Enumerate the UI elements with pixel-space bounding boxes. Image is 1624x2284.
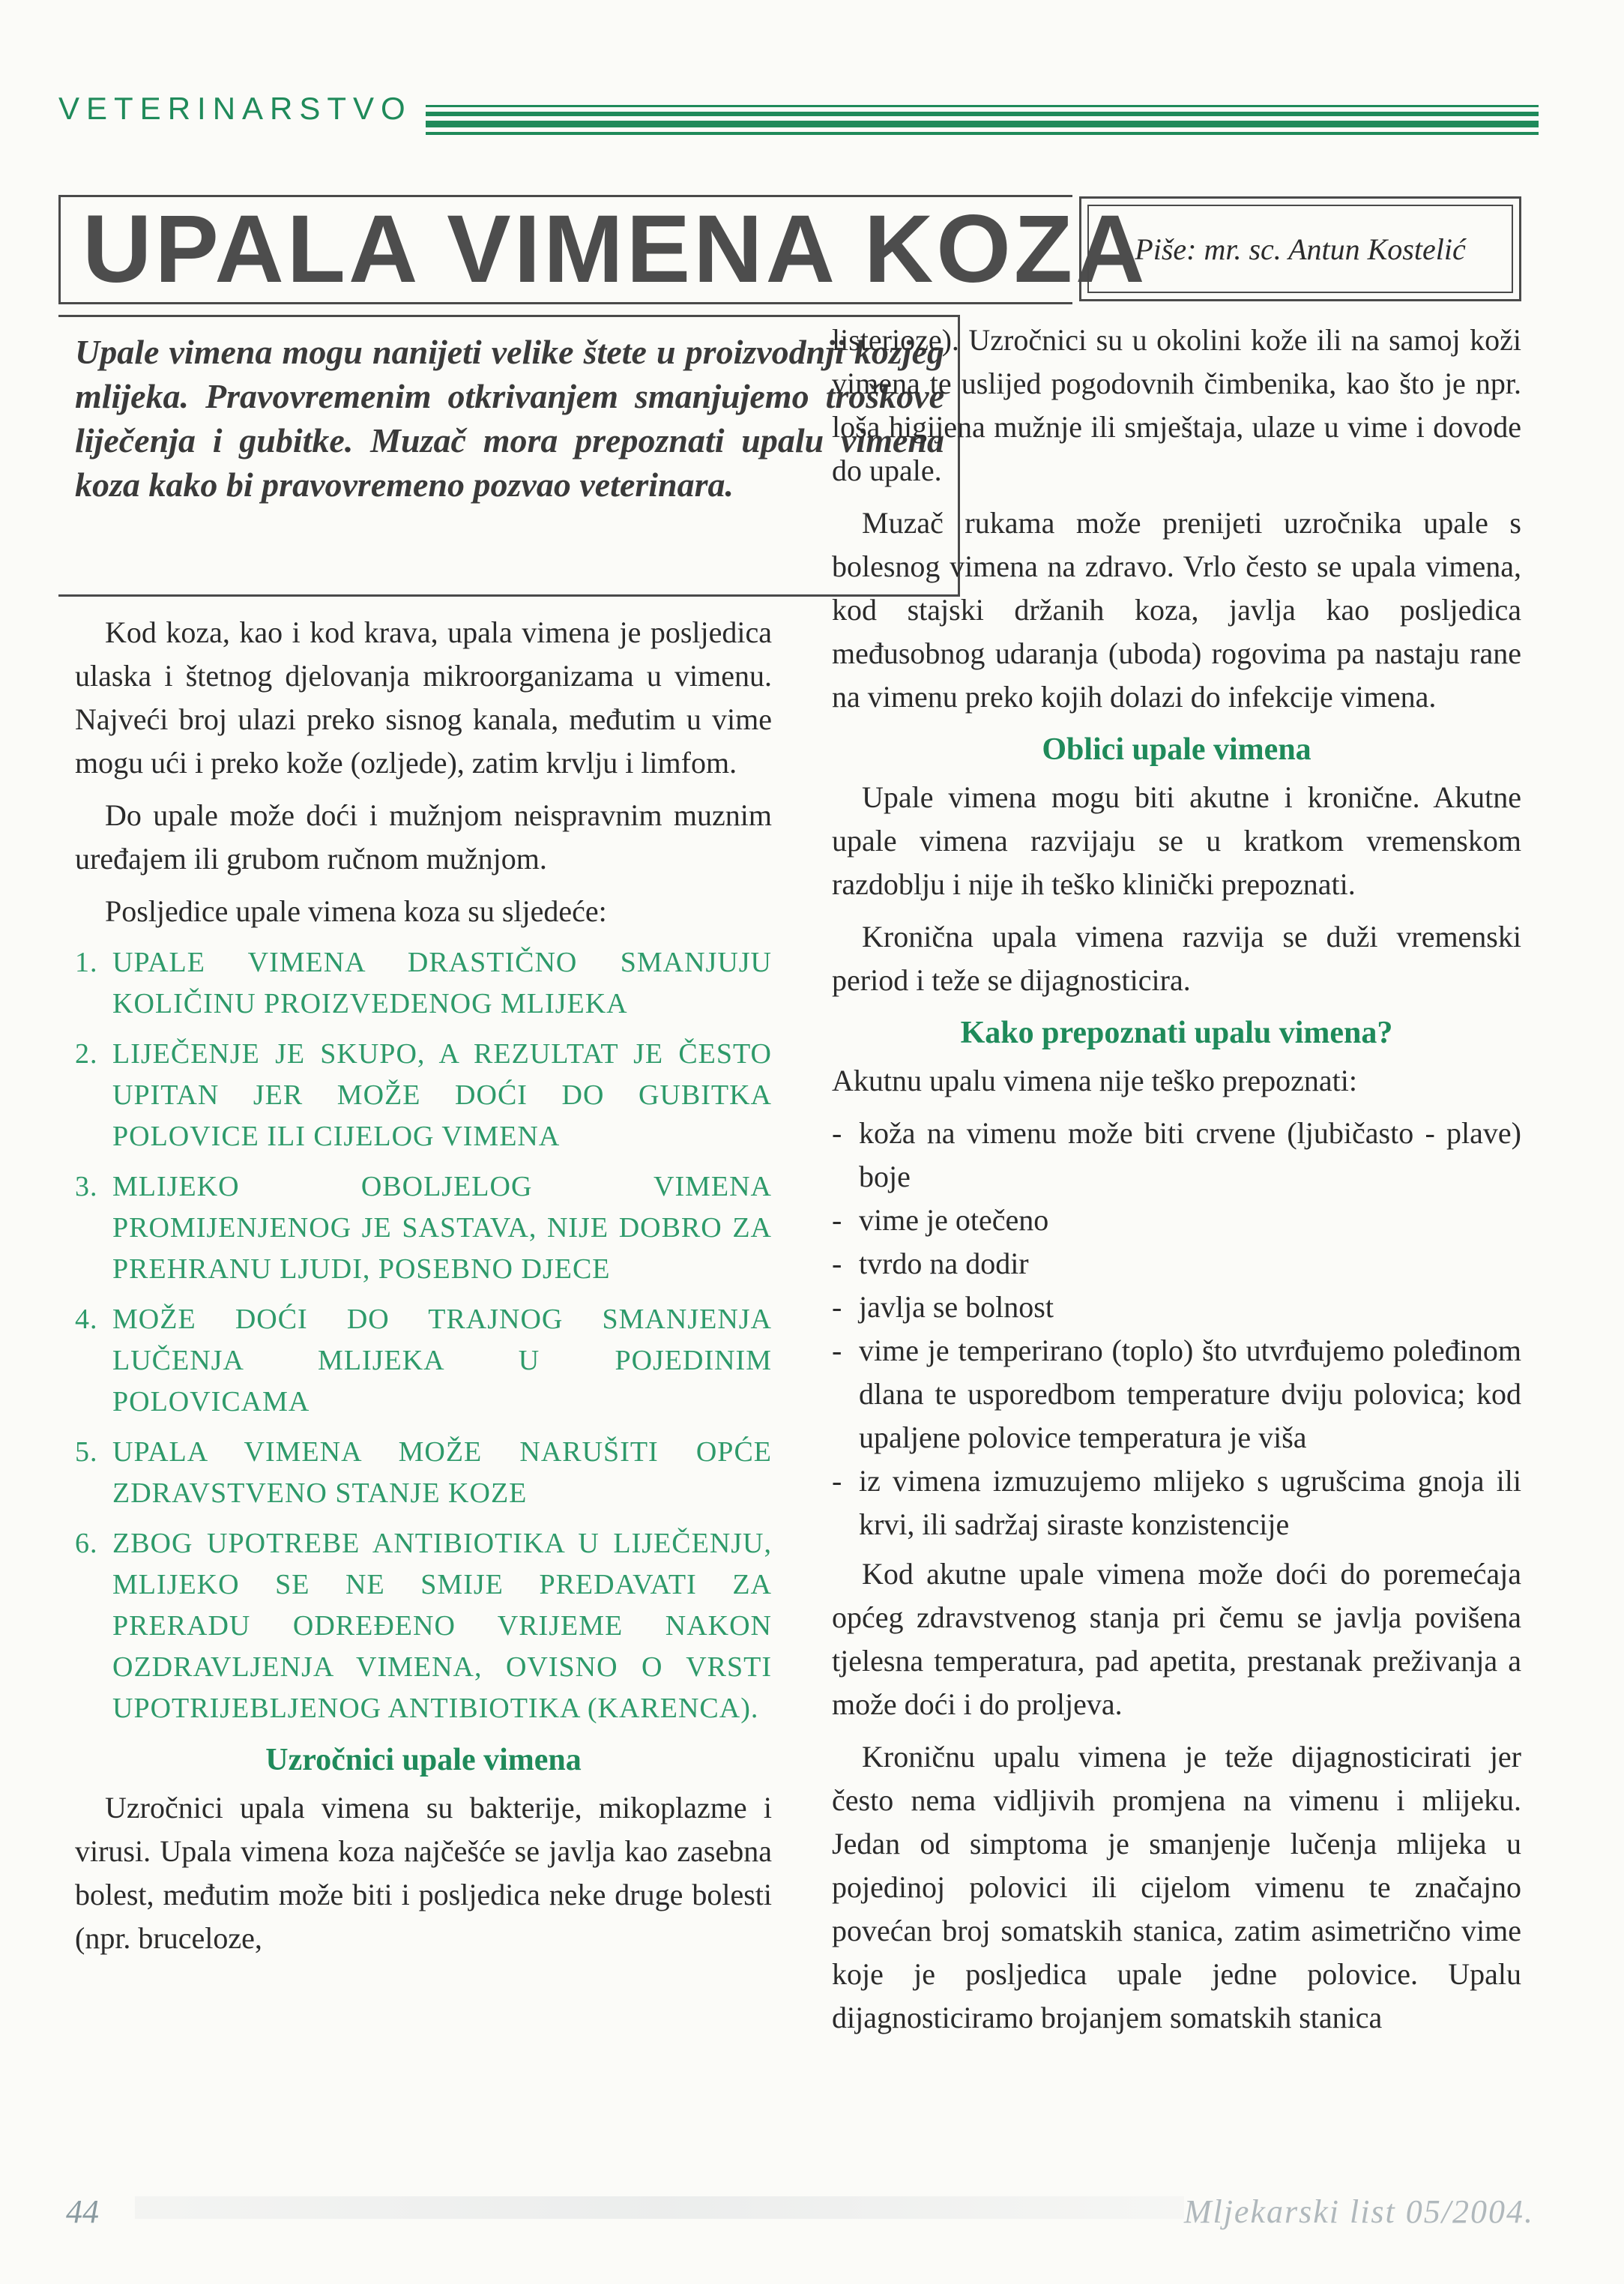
symptom-item: - vime je temperirano (toplo) što utvrđujemo poleđinom dlana te usporedbom temperature dviju polovica; kod upaljene polovice temperatura je viša <box>832 1329 1521 1459</box>
consequence-item <box>75 1523 772 1729</box>
symptom-item: - vime je otečeno <box>832 1199 1521 1242</box>
section-label: VETERINARSTVO <box>58 91 412 126</box>
lead-paragraph: Upale vimena mogu nanijeti velike štete u proizvodnji kozjeg mlijeka. Pravovremenim otkrivanjem smanjujemo troškove liječenja i gubitke. Muzač mora prepoznati upalu vimena koza kako bi pravovremeno pozvao veterinara. <box>75 333 944 504</box>
symptom-text: javlja se bolnost <box>859 1290 1054 1324</box>
symptom-text: iz vimena izmuzujemo mlijeko s ugrušcima gnoja ili krvi, ili sadržaj siraste konzistencije <box>859 1464 1521 1541</box>
left-column <box>75 611 772 1969</box>
body-paragraph-continued: listerioze). Uzročnici su u okolini kože ili na samoj koži vimena te uslijed pogodovnih čimbenika, kao što je npr. loša higijena mužnje ili smještaja, ulaze u vime i dovode do upale. <box>832 323 1521 487</box>
body-paragraph: Akutnu upalu vimena nije teško prepoznati: <box>832 1064 1357 1097</box>
symptom-item: - javlja se bolnost <box>832 1286 1521 1329</box>
item-number: 1. <box>75 947 98 978</box>
header-rule <box>426 105 1539 139</box>
symptom-text: tvrdo na dodir <box>859 1247 1029 1280</box>
body-paragraph: Posljedice upale vimena koza su sljedeće: <box>105 894 607 928</box>
item-number: 5. <box>75 1436 98 1468</box>
item-text: MLIJEKO OBOLJELOG VIMENA PROMIJENJENOG JE SASTAVA, NIJE DOBRO ZA PREHRANU LJUDI, POSEBNO DJECE <box>112 1171 772 1285</box>
symptom-item: - iz vimena izmuzujemo mlijeko s ugrušcima gnoja ili krvi, ili sadržaj siraste konzistencije <box>832 1459 1521 1546</box>
consequences-list <box>75 942 772 1729</box>
symptom-text: vime je otečeno <box>859 1203 1049 1237</box>
consequence-item <box>75 1166 772 1290</box>
subheading-causes: Uzročnici upale vimena <box>265 1743 582 1777</box>
symptom-item: - tvrdo na dodir <box>832 1242 1521 1286</box>
body-paragraph: Kod akutne upale vimena može doći do poremećaja općeg zdravstvenog stanja pri čemu se javlja povišena tjelesna temperatura, pad apetita, prestanak preživanja a može doći i do proljeva. <box>832 1557 1521 1721</box>
item-text: UPALA VIMENA MOŽE NARUŠITI OPĆE ZDRAVSTVENO STANJE KOZE <box>112 1436 772 1509</box>
consequence-item <box>75 942 772 1025</box>
item-text: LIJEČENJE JE SKUPO, A REZULTAT JE ČESTO UPITAN JER MOŽE DOĆI DO GUBITKA POLOVICE ILI CIJELOG VIMENA <box>112 1038 772 1152</box>
author-byline: Piše: mr. sc. Antun Kostelić <box>1087 205 1513 293</box>
consequence-item <box>75 1299 772 1423</box>
footer-bleedthrough <box>135 2196 1184 2219</box>
body-paragraph: Uzročnici upala vimena su bakterije, mikoplazme i virusi. Upala vimena koza najčešće se javlja kao zasebna bolest, međutim može biti i posljedica neke druge bolesti (npr. bruceloze, <box>75 1791 772 1955</box>
subheading-forms: Oblici upale vimena <box>1042 732 1311 767</box>
symptom-text: vime je temperirano (toplo) što utvrđujemo poleđinom dlana te usporedbom temperature dviju polovica; kod upaljene polovice temperatura je viša <box>859 1334 1521 1454</box>
right-column <box>832 319 1521 2049</box>
item-number: 3. <box>75 1171 98 1202</box>
item-text: UPALE VIMENA DRASTIČNO SMANJUJU KOLIČINU PROIZVEDENOG MLIJEKA <box>112 947 772 1019</box>
body-paragraph: Kronična upala vimena razvija se duži vremenski period i teže se dijagnosticira. <box>832 920 1521 997</box>
consequence-item <box>75 1432 772 1514</box>
item-number: 2. <box>75 1038 98 1070</box>
item-text: ZBOG UPOTREBE ANTIBIOTIKA U LIJEČENJU, MLIJEKO SE NE SMIJE PREDAVATI ZA PRERADU ODREĐENO VRIJEME NAKON OZDRAVLJENJA VIMENA, OVISNO O VRSTI UPOTRIJEBLJENOG ANTIBIOTIKA (KARENCA). <box>112 1528 772 1724</box>
symptom-item: - koža na vimenu može biti crvene (ljubičasto - plave) boje <box>832 1112 1521 1199</box>
page-number: 44 <box>66 2193 99 2230</box>
body-paragraph: Do upale može doći i mužnjom neispravnim muznim uređajem ili grubom ručnom mužnjom. <box>75 798 772 876</box>
symptoms-list <box>832 1112 1521 1546</box>
body-paragraph: Kroničnu upalu vimena je teže dijagnosticirati jer često nema vidljivih promjena na vimenu i mlijeku. Jedan od simptoma je smanjenje lučenja mlijeka u pojedinoj polovici ili cijelom vimenu te značajno povećan broj somatskih stanica, zatim asimetrično vime koje je posljedica upale jedne polovice. Upalu dijagnosticiramo brojanjem somatskih stanica <box>832 1740 1521 2034</box>
article-title: UPALA VIMENA KOZA <box>82 196 1148 303</box>
publication-footer: Mljekarski list 05/2004. <box>1183 2193 1534 2230</box>
body-paragraph: Upale vimena mogu biti akutne i kronične. Akutne upale vimena razvijaju se u kratkom vremenskom razdoblju i nije ih teško klinički prepoznati. <box>832 780 1521 901</box>
symptom-text: koža na vimenu može biti crvene (ljubičasto - plave) boje <box>859 1116 1521 1193</box>
consequence-item <box>75 1034 772 1157</box>
item-number: 6. <box>75 1528 98 1559</box>
author-box <box>1079 196 1521 301</box>
body-paragraph: Kod koza, kao i kod krava, upala vimena je posljedica ulaska i štetnog djelovanja mikroorganizama u vimenu. Najveći broj ulazi preko sisnog kanala, međutim u vime mogu ući i preko kože (ozljede), zatim krvlju i limfom. <box>75 615 772 780</box>
item-number: 4. <box>75 1304 98 1335</box>
item-text: MOŽE DOĆI DO TRAJNOG SMANJENJA LUČENJA MLIJEKA U POJEDINIM POLOVICAMA <box>112 1304 772 1417</box>
section-header <box>58 90 1539 127</box>
body-paragraph: Muzač rukama može prenijeti uzročnika upale s bolesnog vimena na zdravo. Vrlo često se upala vimena, kod stajski držanih koza, javlja kao posljedica međusobnog udaranja (uboda) rogovima pa nastaju rane na vimenu preko kojih dolazi do infekcije vimena. <box>832 506 1521 714</box>
subheading-recognize: Kako prepoznati upalu vimena? <box>960 1016 1393 1050</box>
